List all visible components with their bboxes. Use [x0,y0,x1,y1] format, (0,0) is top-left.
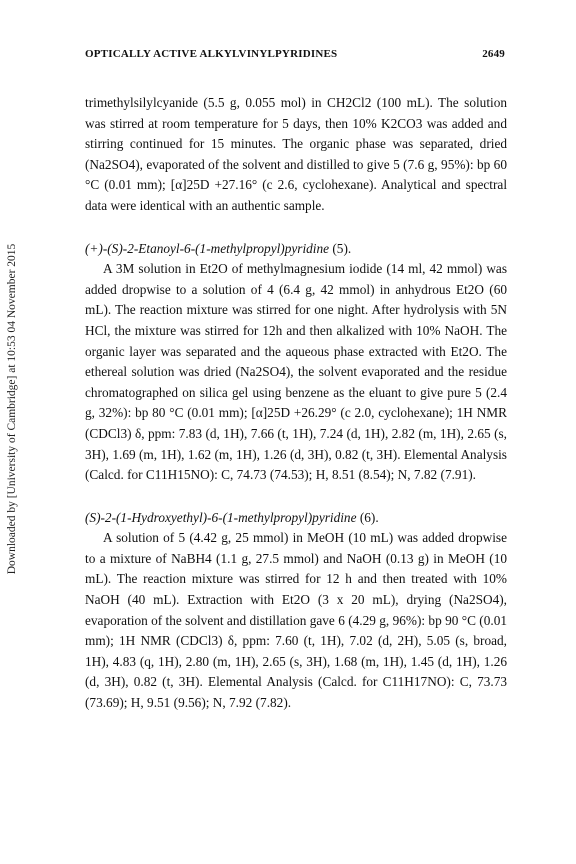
section-heading-text: (+)-(S)-2-Etanoyl-6-(1-methylpropyl)pyridine [85,240,330,256]
continuation-line: [α]25D +27.16° (c 2.6, cyclohexane). Analytical and spectral data [85,177,508,213]
continuation-line: solution was stirred at room temperature for 5 days, then 10% [85,95,508,131]
section-heading-text: (S)-2-(1-Hydroxyethyl)-6-(1-methylpropyl)pyridine [85,509,357,525]
section-paragraph: A 3M solution in Et2O of methylmagnesium iodide (14 ml, 42 mmol) was added dropwise to a solution of 4 (6.4 g, 42 mmol) in anhydrous Et2O (60 mL). The reaction mixture was stirred for one night. After hydrolysis with 5N HCl, the mixture was stirred for 12h and then alkalized with 10% NaOH. The organic layer was separated and the aqueous phase extracted with Et2O. The ethereal solution was dried (Na2SO4), the solvent evaporated and the residue chromatographed on silica gel using benzene as the eluant to give pure 5 (2.4 g, 32%): bp 80 °C (0.01 mm); [α]25D +26.29° (c 2.0, cyclohexane); 1H NMR (CDCl3) δ, ppm: 7.83 (d, 1H), 7.66 (t, 1H), 7.24 (d, 1H), 2.82 (m, 1H), 2.65 (s, 3H), 1.69 (m, 1H), 1.62 (m, 1H), 1.26 (d, 3H), 0.82 (t, 3H). Elemental Analysis (Calcd. for C11H15NO): C, 74.73 (74.53); H, 8.51 (8.54); N, 7.82 (7.91). [85,261,507,483]
continuation-line: organic phase was separated, dried (Na2SO4), evaporated of the [85,136,507,172]
continuation-line: trimethylsilylcyanide (5.5 g, 0.055 mol) in CH2Cl2 (100 mL). The [85,95,459,110]
continuation-line: solvent and distilled to give 5 (7.6 g, 95%): bp 60 °C (0.01 mm); [85,156,507,193]
section-paragraph: A solution of 5 (4.42 g, 25 mmol) in MeOH (10 mL) was added dropwise to a mixture of NaBH4 (1.1 g, 27.5 mmol) and NaOH (0.13 g) in MeOH (10 mL). The reaction mixture was stirred for 12 h and then treated with 10% NaOH (40 mL). Extraction with Et2O (3 x 20 mL), drying (Na2SO4), evaporation of the solvent and distillation gave 6 (4.29 g, 96%): bp 90 °C (0.01 mm); 1H NMR (CDCl3) δ, ppm: 7.60 (t, 1H), 7.02 (d, 2H), 5.05 (s, broad, 1H), 4.83 (q, 1H), 2.80 (m, 1H), 2.65 (s, 3H), 1.68 (m, 1H), 1.45 (d, 1H), 1.26 (d, 3H), 0.82 (t, 3H). Elemental Analysis (Calcd. for C11H17NO): C, 73.73 (73.69); H, 9.51 (9.56); N, 7.92 (7.82). [85,530,507,711]
continuation-line: were identical with an authentic sample. [110,197,325,213]
section-heading [85,508,507,529]
section-heading [85,239,507,260]
continuation-paragraph [85,93,507,217]
article-body [85,93,507,714]
download-watermark: Downloaded by [University of Cambridge] at 10:53 04 November 2015 [6,243,18,575]
compound-number: (5). [332,240,352,256]
compound-number: (6). [359,509,379,525]
running-head-title: OPTICALLY ACTIVE ALKYLVINYLPYRIDINES [85,48,338,60]
page-number: 2649 [482,48,505,60]
continuation-line: K2CO3 was added and stirring continued for 15 minutes. The [85,115,507,152]
